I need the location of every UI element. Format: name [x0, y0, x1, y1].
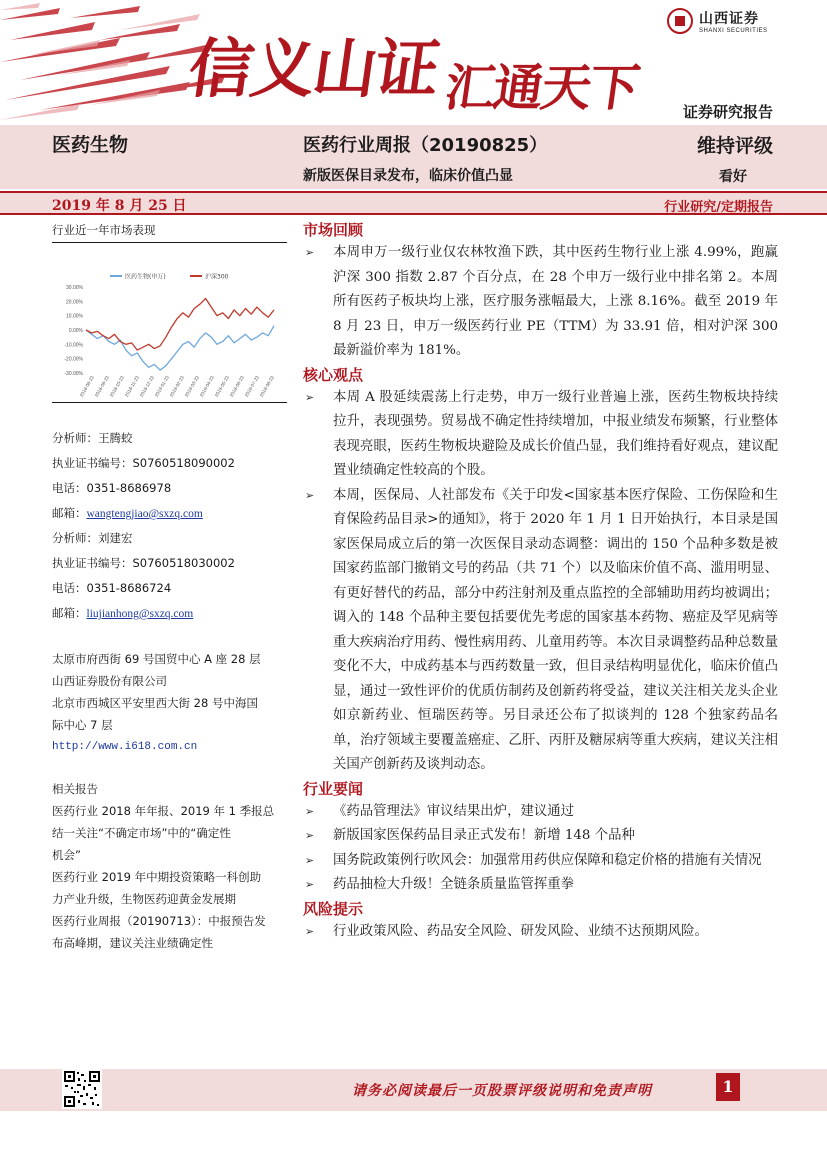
x-tick-label: 2019-03-23	[183, 375, 200, 398]
x-tick-label: 2019-08-23	[258, 375, 275, 398]
arrow-bullet-icon: ➢	[305, 878, 315, 891]
slogan-tail: 汇通天下	[441, 59, 642, 117]
bullet-item	[303, 849, 778, 874]
page-number: 1	[716, 1073, 740, 1101]
arrow-bullet-icon: ➢	[305, 829, 315, 842]
qr-code-icon[interactable]	[62, 1069, 102, 1109]
email-label: 邮箱：	[52, 506, 87, 520]
bullet-item	[303, 484, 778, 778]
report-category: 行业研究/定期报告	[664, 200, 773, 215]
related-item[interactable]: 机会”	[52, 848, 81, 862]
y-tick-label: 10.00%	[66, 313, 83, 320]
logo-mark-icon	[667, 8, 693, 34]
bullet-text: 本周，医保局、人社部发布《关于印发<国家基本医疗保险、工伤保险和生育保险药品目录>的通知》，将于 2020 年 1 月 1 日开始执行，本目录是国家医保局成立后的第一次医保目录动态调整：调出的 150 个品种多数是被国家药监部门撤销文号的药品（共 71 个）以及临床价值不高、滥用明显、有更好替代的药品，部分中药注射剂及重点监控的全部辅助用药均被调出；调入的 148 个品种主要包括要优先考虑的国家基本药物、癌症及罕见病等重大疾病治疗用药、慢性病用药、儿童用药等。本次目录调整药品种总数量变化不大，中成药基本与西药数量一致，但目录结构明显优化，临床价值凸显，通过一致性评价的优质仿制药及创新药将受益，建议关注相关龙头企业如京新药业、恒瑞医药等。另目录还公布了拟谈判的 128 个独家药品名单，治疗领域主要覆盖癌症、乙肝、丙肝及糖尿病等重大疾病，建议关注相关国产创新药及谈判动态。	[333, 487, 778, 772]
bullet-text: 《药品管理法》审议结果出炉，建议通过	[333, 803, 575, 819]
y-tick-label: -20.00%	[64, 356, 83, 363]
bullet-text: 本周申万一级行业仅农林牧渔下跌，其中医药生物行业上涨 4.99%，跑赢沪深 300 指数 2.87 个百分点，在 28 个申万一级行业中排名第 2。本周所有医药子板块均上涨，医疗服务涨幅最大，上涨 8.16%。截至 2019 年 8 月 23 日，申万一级医药行业 PE（TTM）为 33.91 倍，相对沪深 300 最新溢价率为 181%。	[333, 245, 778, 358]
address-line: 际中心 7 层	[52, 718, 113, 732]
slogan-main: 信义山证	[183, 33, 443, 107]
arrow-bullet-icon: ➢	[305, 390, 315, 404]
company-logo	[667, 8, 768, 34]
report-date: 2019 年 8 月 25 日	[52, 198, 187, 214]
x-tick-label: 2018-08-23	[78, 375, 95, 398]
market-chart-svg	[52, 243, 287, 403]
phone-number: 0351-8686978	[86, 481, 172, 495]
y-tick-label: 0.00%	[68, 328, 83, 334]
bullet-text: 新版国家医保药品目录正式发布！新增 148 个品种	[333, 828, 635, 843]
slogan	[183, 18, 642, 117]
section-heading-market: 市场回顾	[303, 221, 364, 239]
report-title: 医药行业周报（20190825）	[303, 135, 548, 156]
x-tick-label: 2019-07-23	[243, 375, 260, 398]
section-heading-views: 核心观点	[303, 365, 364, 384]
market-chart	[52, 243, 287, 403]
x-tick-label: 2018-11-23	[123, 375, 140, 398]
rating: 维持评级	[696, 135, 773, 157]
bullet-item	[303, 241, 778, 364]
bullet-item	[303, 920, 778, 945]
x-tick-label: 2019-06-23	[228, 375, 245, 398]
x-tick-label: 2018-10-23	[108, 375, 125, 398]
related-item[interactable]: 医药行业周报（20190713）：中报预告发	[52, 914, 266, 928]
series-line	[86, 299, 274, 351]
arrow-bullet-icon: ➢	[305, 804, 315, 818]
address-line: 北京市西城区平安里西大街 28 号中海国	[52, 696, 258, 710]
bullet-text: 本周 A 股延续震荡上行走势，申万一级行业普遍上涨，医药生物板块持续拉升，表现强势。贸易战不确定性持续增加，中报业绩发布频繁，行业整体表现亮眼，医药生物板块避险及成长价值凸显，我们维持看好观点，建议配置业绩确定性较高的个股。	[333, 389, 778, 478]
x-tick-label: 2018-12-23	[138, 375, 155, 398]
address-block	[52, 648, 287, 758]
address-line: 山西证券股份有限公司	[52, 674, 167, 688]
y-tick-label: -30.00%	[64, 371, 83, 377]
logo-en: SHANXI SECURITIES	[699, 28, 768, 34]
left-column	[52, 222, 287, 403]
analyst-name-label: 分析师：	[52, 431, 98, 445]
cert-number: S0760518090002	[132, 456, 235, 470]
x-tick-label: 2019-05-23	[213, 375, 230, 398]
sector-name: 医药生物	[52, 134, 129, 156]
arrow-bullet-icon: ➢	[305, 853, 315, 867]
header-banner	[0, 0, 827, 125]
bullet-item	[303, 824, 778, 849]
x-tick-label: 2019-02-23	[168, 375, 185, 398]
cert-label: 执业证书编号：	[52, 556, 133, 570]
related-reports	[52, 778, 287, 954]
address-line: 太原市府西街 69 号国贸中心 A 座 28 层	[52, 652, 261, 666]
y-tick-label: 20.00%	[66, 299, 83, 306]
analyst-name: 刘建宏	[98, 531, 133, 545]
analyst-name-label: 分析师：	[52, 531, 98, 545]
related-item[interactable]: 布高峰期，建议关注业绩确定性	[52, 936, 213, 950]
related-heading: 相关报告	[52, 782, 98, 796]
section-heading-risks: 风险提示	[303, 899, 364, 918]
report-subtitle: 新版医保目录发布，临床价值凸显	[303, 168, 513, 184]
cert-number: S0760518030002	[132, 556, 235, 570]
phone-number: 0351-8686724	[86, 581, 172, 595]
email-label: 邮箱：	[52, 606, 87, 620]
bullet-item	[303, 386, 778, 484]
related-item[interactable]: 医药行业 2019 年中期投资策略一科创助	[52, 870, 262, 884]
y-tick-label: 30.00%	[66, 285, 83, 291]
report-type: 证券研究报告	[682, 103, 773, 121]
series-line	[86, 326, 274, 370]
outlook: 看好	[719, 169, 747, 185]
arrow-bullet-icon: ➢	[305, 246, 315, 259]
related-item[interactable]: 力产业升级，生物医药迎黄金发展期	[52, 892, 236, 906]
legend-label: 沪深300	[205, 273, 229, 281]
email-link[interactable]: liujianhong@sxzq.com	[86, 608, 194, 620]
phone-label: 电话：	[52, 481, 87, 495]
disclaimer: 请务必阅读最后一页股票评级说明和免责声明	[352, 1083, 652, 1099]
x-tick-label: 2018-09-23	[93, 375, 110, 398]
bullet-text: 药品抽检大升级！全链条质量监管挥重拳	[333, 877, 575, 892]
phone-label: 电话：	[52, 581, 87, 595]
x-tick-label: 2019-01-23	[153, 375, 170, 398]
website-link[interactable]: http://www.i618.com.cn	[52, 741, 198, 753]
analyst-name: 王腾蛟	[98, 431, 133, 445]
x-tick-label: 2019-04-23	[198, 375, 215, 398]
bullet-item	[303, 873, 778, 898]
logo-cn: 山西证券	[699, 11, 759, 27]
arrow-bullet-icon: ➢	[305, 488, 315, 502]
legend-label: 医药生物(申万)	[125, 273, 166, 281]
bullet-item	[303, 800, 778, 825]
main-content	[303, 219, 778, 944]
related-item[interactable]: 医药行业 2018 年年报、2019 年 1 季报总	[52, 804, 275, 818]
related-item[interactable]: 结一关注“不确定市场”中的“确定性	[52, 826, 231, 840]
arrow-bullet-icon: ➢	[305, 924, 315, 938]
analyst-1	[52, 426, 235, 527]
bullet-text: 行业政策风险、药品安全风险、研发风险、业绩不达预期风险。	[333, 923, 708, 939]
chart-title: 行业近一年市场表现	[52, 222, 287, 243]
email-link[interactable]: wangtengjiao@sxzq.com	[86, 508, 203, 520]
analyst-2	[52, 526, 235, 627]
section-heading-news: 行业要闻	[303, 779, 364, 798]
bullet-text: 国务院政策例行吹风会：加强常用药供应保障和稳定价格的措施有关情况	[333, 852, 762, 868]
cert-label: 执业证书编号：	[52, 456, 133, 470]
y-tick-label: -10.00%	[64, 342, 83, 349]
